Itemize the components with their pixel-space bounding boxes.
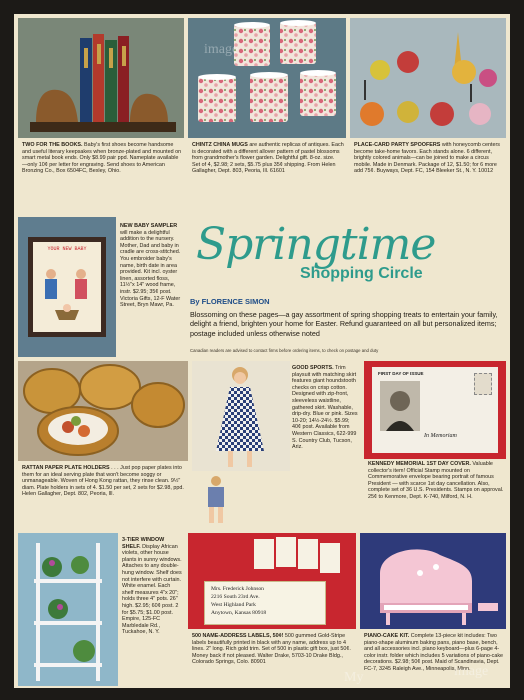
books-photo (18, 18, 184, 138)
rattan-name: RATTAN PAPER PLATE HOLDERS (22, 465, 110, 471)
sports-name: GOOD SPORTS. (292, 365, 334, 371)
sampler-name: NEW BABY SAMPLER (120, 223, 178, 229)
bronze-shoes-bookends-illustration (18, 18, 184, 138)
magazine-page (14, 14, 510, 688)
sampler-text: will make a delightful addition to the nursery. Mother, Dad and baby in cradle are cross-stitched. You embroider baby's name, birth date in area provided. Kit incl. oyster linen, assorted floss, 11½"x 14" wood frame, instr. $2.95; 35¢ post. Victoria Gifts, 12-F Water Street, Bryn Mawr, Pa. (120, 229, 181, 309)
sports-panel (192, 361, 360, 529)
books-name: TWO FOR THE BOOKS. (22, 142, 83, 148)
mugs-photo (188, 18, 346, 138)
books-caption (22, 142, 182, 175)
playsuit-inset-illustration (198, 473, 234, 527)
memoriam-text: In Memoriam (424, 433, 457, 439)
piano-text: Complete 13-piece kit includes: Two piano-shape aluminum baking pans, piano base, bench, and all accessories incl. piano keyboard—plus 6-page 4-color instr. folder which includes 5 variations of piano-cake decorations. $2.98; 50¢ post. Maid of Scandinavia, Dept. FC-7, 3245 Raleigh Ave., Minneapolis, Minn. (364, 633, 504, 672)
sampler-caption (120, 223, 182, 309)
mugs-text: are authentic replicas of antiques. Each is decorated with a different allover pattern of pastel blossoms from grandmother's flower garden. Delightful gift. 8-oz. size. Set of 4, $2.98; 2 sets, $5.75 plus 35¢ shipping. From Helen Gallagher, Dept. 803, Peoria, Ill. 61601 (192, 142, 344, 175)
kennedy-name: KENNEDY MEMORIAL 1ST DAY COVER. (368, 461, 471, 467)
shelf-text: Display African violets, other house plants in sunny windows. Attaches to any double-hung window. Shelf does not interfere with curtain. White enamel. Each shelf measures 4"x 20"; holds three 4" pots. 26" high. $2.95; 60¢ post. 2 for $5.75; $1.00 post. Empire, 125-FC Marbledale Rd., Tuckahoe, N. Y. (122, 543, 182, 636)
spoofers-photo (350, 18, 506, 138)
sports-photo-main (192, 361, 290, 471)
mugs-name: CHINTZ CHINA MUGS (192, 142, 248, 148)
first-day-cover (372, 367, 498, 453)
piano-cake-illustration (360, 533, 506, 629)
stamp (474, 373, 492, 395)
labels-name: 500 NAME-ADDRESS LABELS, 50¢! (192, 633, 284, 639)
rattan-plates-illustration (18, 361, 188, 461)
sampler-frame (28, 237, 106, 337)
chintz-mugs-illustration (188, 18, 346, 138)
rattan-text: . . . Just pop paper plates into them for an ideal serving plate that won't become soggy or unmanageable. Woven of Hong Kong rattan, they rinse clean. 9½" diam. Plate holders in sets of 4. $1.50 per set, 2 sets for $2.98, ppd. Helen Gallagher, Dept. 802, Peoria, Ill. (22, 465, 184, 498)
rattan-photo (18, 361, 188, 461)
window-shelf-illustration (18, 533, 118, 686)
shelf-name: 3-TIER WINDOW SHELF. (122, 537, 165, 550)
rattan-caption (22, 465, 186, 498)
kennedy-panel (364, 361, 506, 529)
rattan-panel (18, 361, 188, 529)
spoofers-caption (354, 142, 504, 175)
sampler-figures-illustration (33, 254, 101, 334)
cover-label: FIRST DAY OF ISSUE (378, 371, 424, 376)
kennedy-portrait-illustration (380, 381, 420, 431)
shelf-panel (18, 533, 184, 686)
byline: By FLORENCE SIMON (190, 297, 270, 306)
headline-panel (188, 217, 506, 357)
kennedy-text: Valuable collector's item! Official Stamp mounted on Commemorative envelope bearing portrait of famous President — with scarce 1st day cancellation. Also, complete set of 36 U.S. Presidents. Stamps on approval. 25¢ to Kenmore, Dept. K-740, Milford, N. H. (368, 461, 504, 500)
woman-dress-illustration (192, 361, 290, 471)
sports-caption (292, 365, 358, 451)
sports-text: Trim playsuit with matching skirt features giant houndstooth checks on crisp cotton. Designed with zip-front, sleeveless waistline, gathered skirt. Washable, drip-dry. Blue or pink. Sizes 10-20; 14½-24½. $5.99; 40¢ post. Available from Western Classics, 622-999 S. Country Club, Tucson, Ariz. (292, 365, 358, 451)
label-line-1: Mrs. Frederick Johnson (211, 586, 264, 592)
piano-photo (360, 533, 506, 629)
canadian-note: Canadian readers are advised to contact firms before ordering items, to check on postage and duty (190, 348, 379, 353)
labels-text: 500 gummed Gold-Stripe labels beautifully printed in black with any name, address up to 4 lines. 2" long. Rich gold trim. Set of 500 in plastic gift box, just 50¢. Money back if not pleased. Walter Drake, 5703-10 Drake Bldg., Colorado Springs, Colo. 80901 (192, 633, 351, 666)
label-line-2: 2216 South 23rd Ave. (211, 594, 260, 600)
piano-caption (364, 633, 504, 673)
sampler-heading: YOUR NEW BABY (47, 246, 87, 252)
sampler-canvas (33, 242, 101, 332)
spoofers-panel (350, 18, 506, 213)
sample-label (204, 581, 326, 625)
label-line-4: Anytown, Kansas 80918 (211, 610, 267, 616)
watermark-3: image (454, 664, 489, 679)
kennedy-caption (368, 461, 504, 501)
mugs-panel (188, 18, 346, 213)
springtime-title: Springtime (196, 219, 436, 270)
labels-photo (188, 533, 356, 629)
piano-name: PIANO-CAKE KIT. (364, 633, 410, 639)
label-line-3: West Highland Park (211, 602, 256, 608)
mugs-caption (192, 142, 344, 175)
labels-panel (188, 533, 356, 686)
watermark-1: image (204, 42, 239, 57)
books-text: Baby's first shoes become handsome and useful literary keepsakes when bronze-plated and mounted on smart metal book ends. Only $8.99 pair ppd. Nameplate available—only 10¢ per letter for engraving. Send shoes to American Bronzing Co., Box 6504FC, Bexley, Ohio. (22, 142, 182, 175)
books-panel (18, 18, 184, 213)
spoofers-name: PLACE-CARD PARTY SPOOFERS (354, 142, 441, 148)
shelf-photo (18, 533, 118, 686)
shopping-circle-subtitle: Shopping Circle (300, 265, 423, 282)
sampler-panel (18, 217, 184, 357)
party-animals-illustration (350, 18, 506, 138)
piano-panel (360, 533, 506, 686)
sampler-photo (18, 217, 116, 357)
watermark-2: My (344, 670, 364, 685)
kennedy-photo (364, 361, 506, 459)
shelf-caption (122, 537, 182, 636)
labels-caption (192, 633, 354, 666)
label-box-illustration (188, 533, 356, 583)
spoofers-text: with honeycomb centers become take-home favors. Each stands alone. 6 different, brightly colored animals—can be joined to make a circus mobile. Made in Denmark. Package of 12, $1.50; for 6 more add 75¢. Buyways, Dept. FC, 154 Bleeker St., N. Y. 10012 (354, 142, 500, 175)
sports-photo-inset (198, 473, 234, 527)
intro-text: Blossoming on these pages—a gay assortment of spring shopping treats to entertain your family, delight a friend, brighten your home for Easter. Refund guaranteed on all but personalized items; postage included unless otherwise noted (190, 310, 498, 338)
